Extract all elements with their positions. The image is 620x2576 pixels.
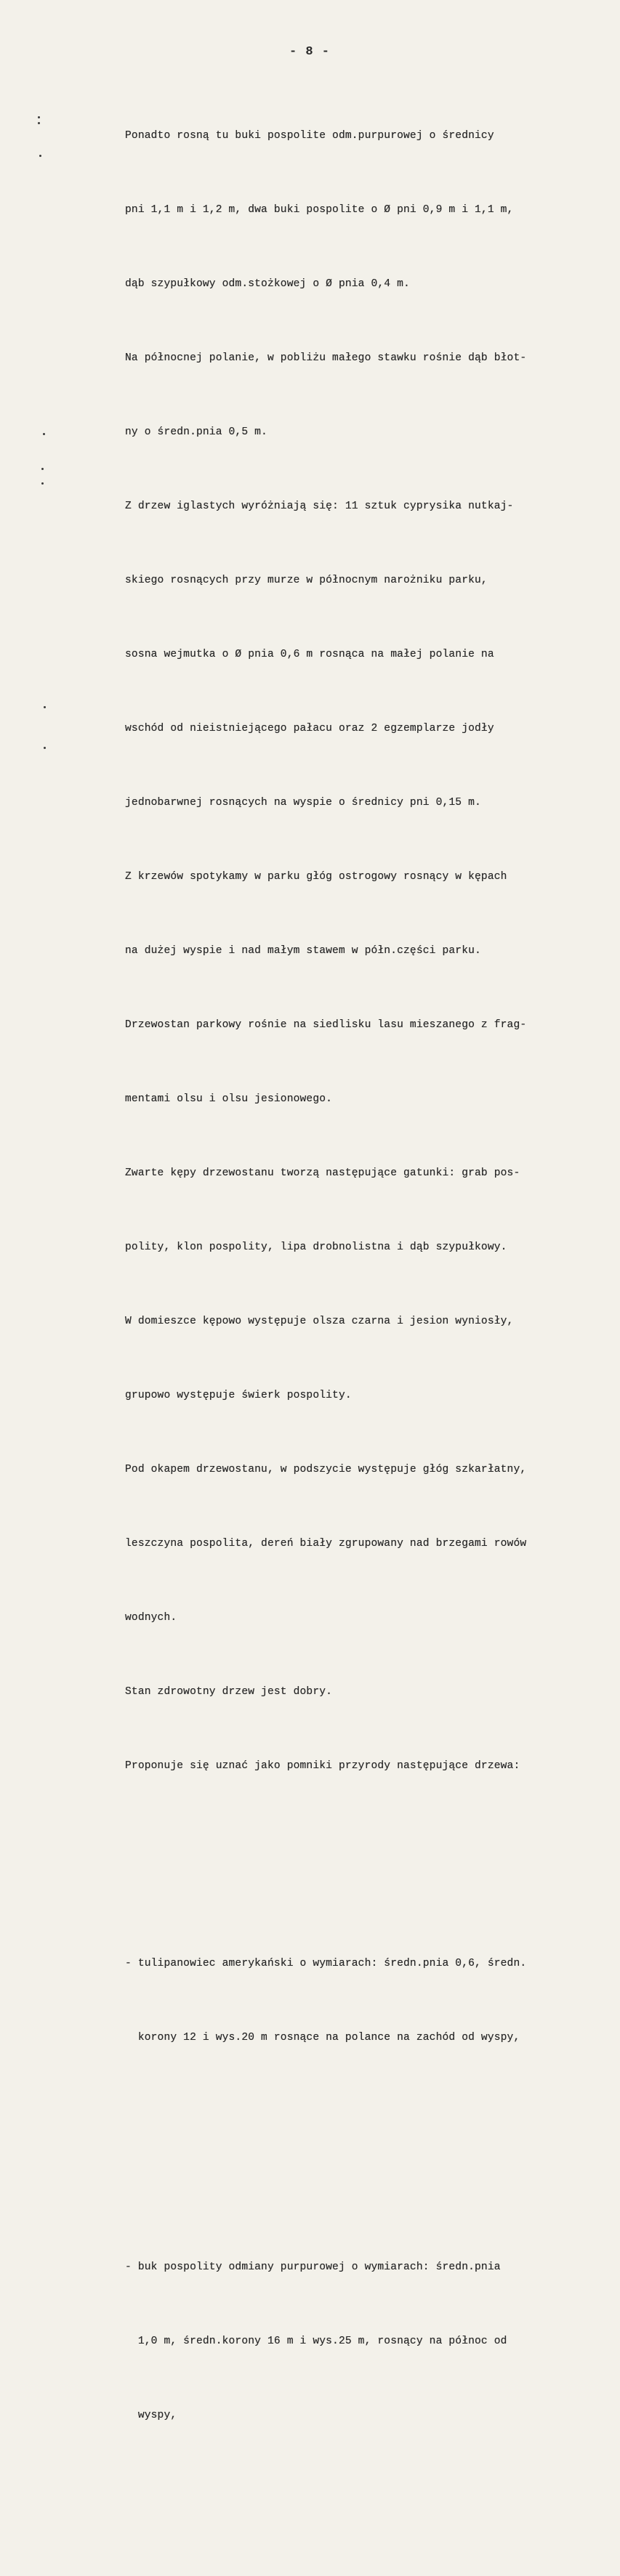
margin-mark: [38, 116, 40, 118]
margin-mark: [41, 482, 44, 485]
text-line: wodnych.: [125, 1612, 177, 1624]
margin-mark: [39, 155, 41, 157]
body-text: [125, 74, 597, 2576]
text-line: polity, klon pospolity, lipa drobnolistna i dąb szypułkowy.: [125, 1242, 507, 1253]
text-line: Proponuje się uznać jako pomniki przyrody następujące drzewa:: [125, 1760, 520, 1772]
text-line: leszczyna pospolita, dereń biały zgrupowany nad brzegami rowów: [125, 1538, 527, 1550]
bullet-line: 1,0 m, średn.korony 16 m i wys.25 m, rosnący na północ od: [125, 2336, 507, 2347]
text-line: skiego rosnących przy murze w północnym narożniku parku,: [125, 575, 488, 586]
bullet-line: wyspy,: [125, 2410, 177, 2421]
text-line: Zwarte kępy drzewostanu tworzą następujące gatunki: grab pos-: [125, 1167, 520, 1179]
margin-mark: [41, 468, 44, 470]
bullet-line: - tulipanowiec amerykański o wymiarach: średn.pnia 0,6, średn.: [125, 1958, 527, 1969]
text-line: Z drzew iglastych wyróżniają się: 11 sztuk cyprysika nutkaj-: [125, 501, 514, 512]
bullet-item: [125, 1902, 597, 2099]
margin-mark: [38, 122, 40, 124]
text-line: mentami olsu i olsu jesionowego.: [125, 1093, 333, 1105]
margin-mark: [44, 747, 46, 749]
text-line: Drzewostan parkowy rośnie na siedlisku lasu mieszanego z frag-: [125, 1019, 527, 1031]
text-line: na dużej wyspie i nad małym stawem w półn.części parku.: [125, 945, 481, 957]
bullet-line: - buk pospolity odmiany purpurowej o wymiarach: średn.pnia: [125, 2261, 501, 2273]
text-line: Ponadto rosną tu buki pospolite odm.purpurowej o średnicy: [125, 130, 494, 142]
bullet-line: korony 12 i wys.20 m rosnące na polance na zachód od wyspy,: [125, 2032, 520, 2044]
text-line: wschód od nieistniejącego pałacu oraz 2 egzemplarze jodły: [125, 723, 494, 734]
text-line: grupowo występuje świerk pospolity.: [125, 1390, 352, 1401]
bullet-list: [125, 1852, 597, 2527]
text-line: Na północnej polanie, w pobliżu małego stawku rośnie dąb błot-: [125, 352, 527, 364]
text-line: Z krzewów spotykamy w parku głóg ostrogowy rosnący w kępach: [125, 871, 507, 883]
text-line: ny o średn.pnia 0,5 m.: [125, 426, 267, 438]
margin-mark: [44, 706, 46, 708]
text-line: Pod okapem drzewostanu, w podszycie występuje głóg szkarłatny,: [125, 1464, 527, 1475]
text-line: W domieszce kępowo występuje olsza czarna i jesion wyniosły,: [125, 1316, 514, 1327]
text-line: jednobarwnej rosnących na wyspie o średnicy pni 0,15 m.: [125, 797, 481, 809]
page-number: - 8 -: [289, 45, 331, 59]
text-line: pni 1,1 m i 1,2 m, dwa buki pospolite o Ø pni 0,9 m i 1,1 m,: [125, 204, 514, 216]
margin-mark: [43, 433, 45, 435]
text-line: dąb szypułkowy odm.stożkowej o Ø pnia 0,4 m.: [125, 278, 410, 290]
bullet-item: [125, 2206, 597, 2477]
text-line: sosna wejmutka o Ø pnia 0,6 m rosnąca na małej polanie na: [125, 649, 494, 660]
text-line: Stan zdrowotny drzew jest dobry.: [125, 1686, 333, 1698]
